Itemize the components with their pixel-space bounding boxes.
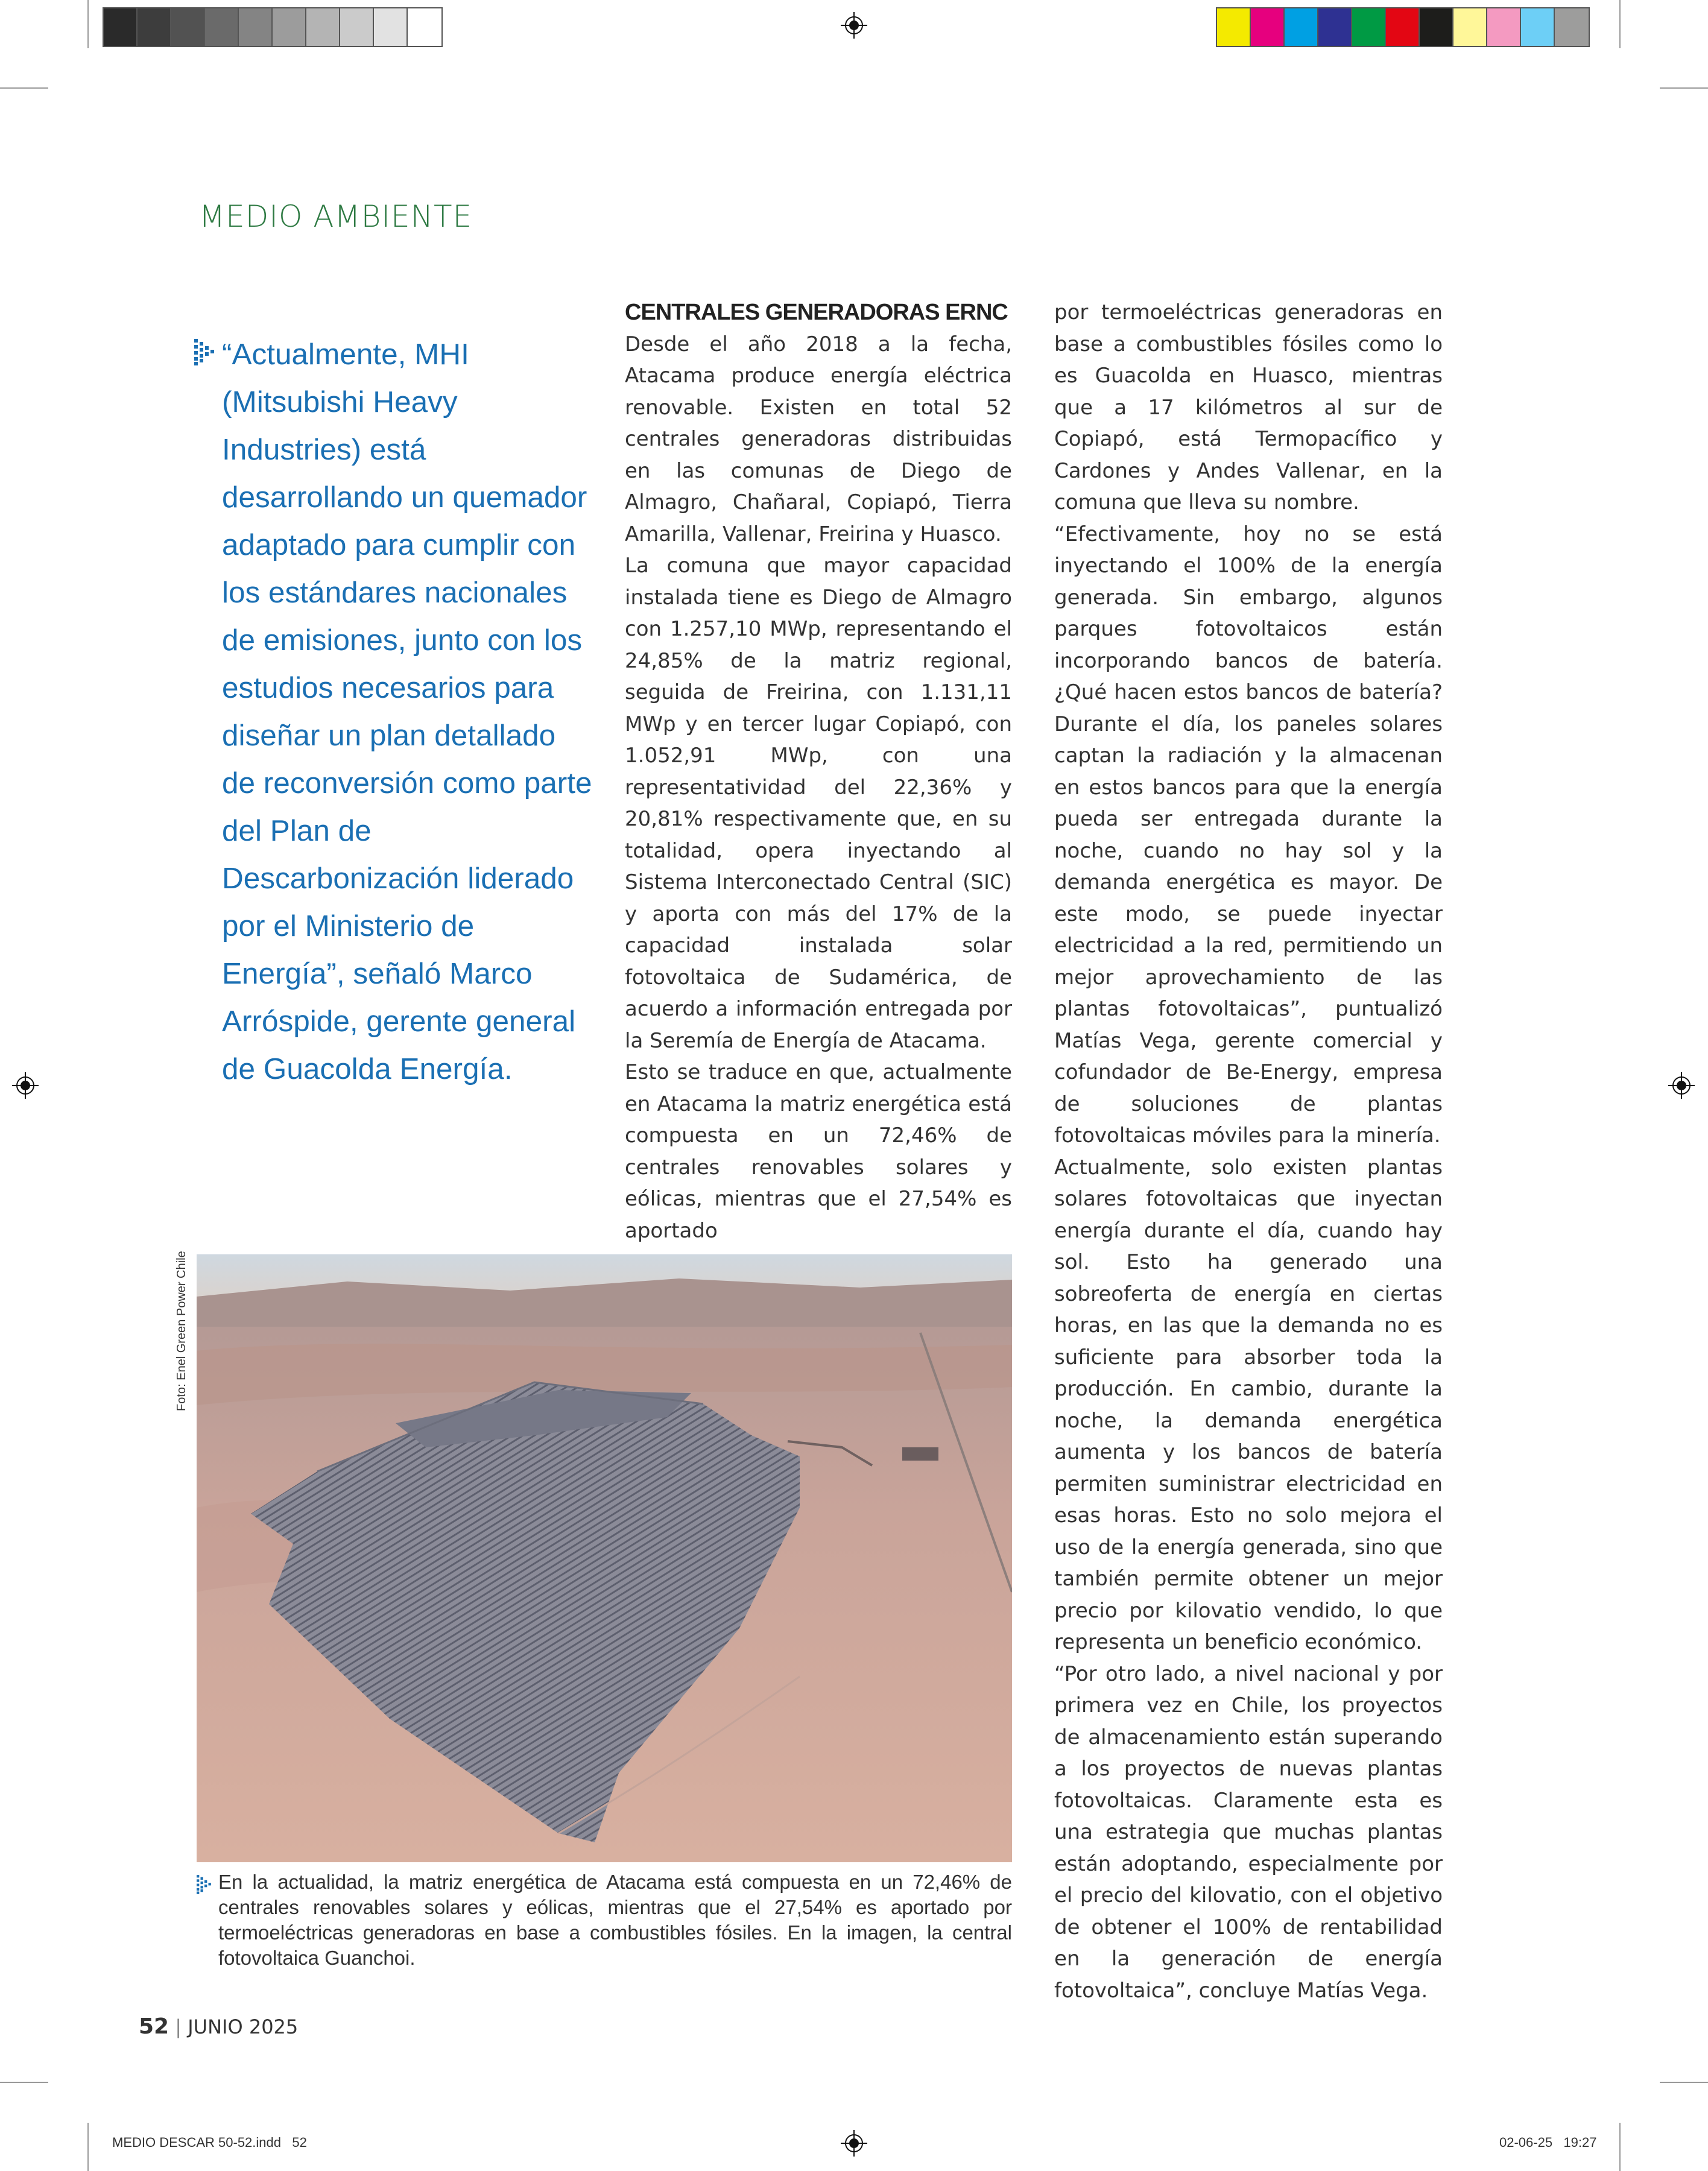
color-swatch	[1521, 8, 1555, 46]
color-swatch	[1487, 8, 1521, 46]
color-swatch	[1285, 8, 1318, 46]
color-swatch	[104, 8, 138, 46]
registration-mark-icon	[841, 2130, 867, 2157]
crop-mark	[0, 2082, 48, 2083]
crop-mark	[87, 0, 89, 48]
paragraph: “Efectivamente, hoy no se está inyectando el 100% de la energía generada. Sin embargo, algunos parques fotovoltaicos están incorporando bancos de batería. ¿Qué hacen estos bancos de batería? Durante el día, los paneles solares captan la radiación y la almacenan en estos bancos para que la energía pueda ser entregada durante la noche, cuando no hay sol y la demanda energética es mayor. De este modo, se puede inyectar electricidad a la red, permitiendo un mejor aprovechamiento de las plantas fotovoltaicas”, puntualizó Matías Vega, gerente comercial y cofundador de Be-Energy, empresa de soluciones de plantas fotovoltaicas móviles para la minería.	[1054, 522, 1443, 1148]
crop-mark	[87, 2123, 89, 2171]
registration-mark-icon	[1668, 1072, 1695, 1099]
color-swatch	[340, 8, 374, 46]
crop-mark	[1619, 0, 1621, 48]
slug-timestamp: 02-06-25 19:27	[1499, 2135, 1597, 2150]
photo-credit-text: Foto: Enel Green Power Chile	[175, 1251, 188, 1411]
color-swatch	[1386, 8, 1420, 46]
color-swatch	[408, 8, 441, 46]
color-swatch	[1318, 8, 1352, 46]
pull-quote: “Actualmente, MHI (Mitsubishi Heavy Industries) está desarrollando un quemador adaptado para cumplir con los estándares nacionales de emisiones, junto con los estudios necesarios para diseñar un plan detallado de reconversión como parte del Plan de Descarbonización liderado por el Ministerio de Energía”, señaló Marco Arróspide, gerente general de Guacolda Energía.	[222, 338, 592, 1086]
solar-plant-photo	[197, 1254, 1012, 1862]
paragraph: Esto se traduce en que, actualmente en Atacama la matriz energética está compuesta en un 72,46% de centrales renovables solares y eólicas, mientras que el 27,54% es aportado	[625, 1060, 1012, 1243]
photo-credit	[175, 1251, 193, 1411]
color-swatch	[1555, 8, 1589, 46]
page-folio	[139, 2014, 298, 2039]
solar-plant-illustration	[197, 1254, 1012, 1862]
color-swatch	[1420, 8, 1453, 46]
color-swatch	[1217, 8, 1251, 46]
section-title: MEDIO AMBIENTE	[199, 199, 473, 234]
color-swatch	[205, 8, 239, 46]
paragraph: por termoeléctricas generadoras en base a combustibles fósiles como lo es Guacolda en Huasco, mientras que a 17 kilómetros al sur de Copiapó, está Termopacífico y Cardones y Andes Vallenar, en la comuna que lleva su nombre.	[1054, 300, 1443, 514]
color-swatch	[273, 8, 306, 46]
paragraph: La comuna que mayor capacidad instalada tiene es Diego de Almagro con 1.257,10 MWp, representando el 24,85% de la matriz regional, seguida de Freirina, con 1.131,11 MWp y en tercer lugar Copiapó, con 1.052,91 MWp, con una representatividad del 22,36% y 20,81% respectivamente que, en su totalidad, opera inyectando al Sistema Interconectado Central (SIC) y aporta con más del 17% de la capacidad instalada solar fotovoltaica de Sudamérica, de acuerdo a información entregada por la Seremía de Energía de Atacama.	[625, 554, 1012, 1053]
color-swatch	[306, 8, 340, 46]
article-column-2	[625, 297, 1012, 1247]
color-swatch	[1352, 8, 1386, 46]
color-bar	[1216, 7, 1590, 47]
caption-bullet-icon	[197, 1874, 212, 1895]
paragraph: Actualmente, solo existen plantas solares fotovoltaicas que inyectan energía durante el día, cuando hay sol. Esto ha generado una sobreoferta de energía en ciertas horas, en las que la demanda no es suficiente para absorber toda la producción. En cambio, durante la noche, la demanda energética aumenta y los bancos de batería permiten suministrar electricidad en esas horas. Esto no solo mejora el uso de la energía generada, sino que también permite obtener un mejor precio por kilovatio vendido, lo que representa un beneficio económico.	[1054, 1155, 1443, 1654]
article-heading: CENTRALES GENERADORAS ERNC	[625, 300, 1008, 325]
grayscale-bar	[103, 7, 443, 47]
registration-mark-icon	[841, 12, 867, 39]
page-number: 52	[139, 2014, 169, 2039]
color-swatch	[171, 8, 205, 46]
issue-date: JUNIO 2025	[188, 2015, 299, 2038]
article-column-3	[1054, 297, 1443, 2006]
crop-mark	[1619, 2123, 1621, 2171]
color-swatch	[138, 8, 171, 46]
color-swatch	[374, 8, 408, 46]
folio-separator: |	[175, 2015, 188, 2038]
crop-mark	[0, 87, 48, 89]
crop-mark	[1660, 2082, 1708, 2083]
registration-mark-icon	[12, 1072, 39, 1099]
color-swatch	[1251, 8, 1285, 46]
quote-bullet-icon	[194, 339, 216, 365]
paragraph: Desde el año 2018 a la fecha, Atacama produce energía eléctrica renovable. Existen en total 52 centrales generadoras distribuidas en las comunas de Diego de Almagro, Chañaral, Copiapó, Tierra Amarilla, Vallenar, Freirina y Huasco.	[625, 332, 1012, 546]
crop-mark	[1660, 87, 1708, 89]
color-swatch	[1453, 8, 1487, 46]
paragraph: “Por otro lado, a nivel nacional y por primera vez en Chile, los proyectos de almacenamiento están superando a los proyectos de nuevas plantas fotovoltaicas. Claramente esta es una estrategia que muchas plantas están adoptando, especialmente por el precio del kilovatio, con el objetivo de obtener el 100% de rentabilidad en la generación de energía fotovoltaica”, concluye Matías Vega.	[1054, 1661, 1443, 2003]
photo-caption: En la actualidad, la matriz energética de Atacama está compuesta en un 72,46% de centrales renovables solares y eólicas, mientras que el 27,54% es aportado por termoeléctricas generadoras en base a combustibles fósiles. En la imagen, la central fotovoltaica Guanchoi.	[218, 1871, 1012, 1969]
color-swatch	[239, 8, 273, 46]
slug-file: MEDIO DESCAR 50-52.indd 52	[112, 2135, 307, 2150]
